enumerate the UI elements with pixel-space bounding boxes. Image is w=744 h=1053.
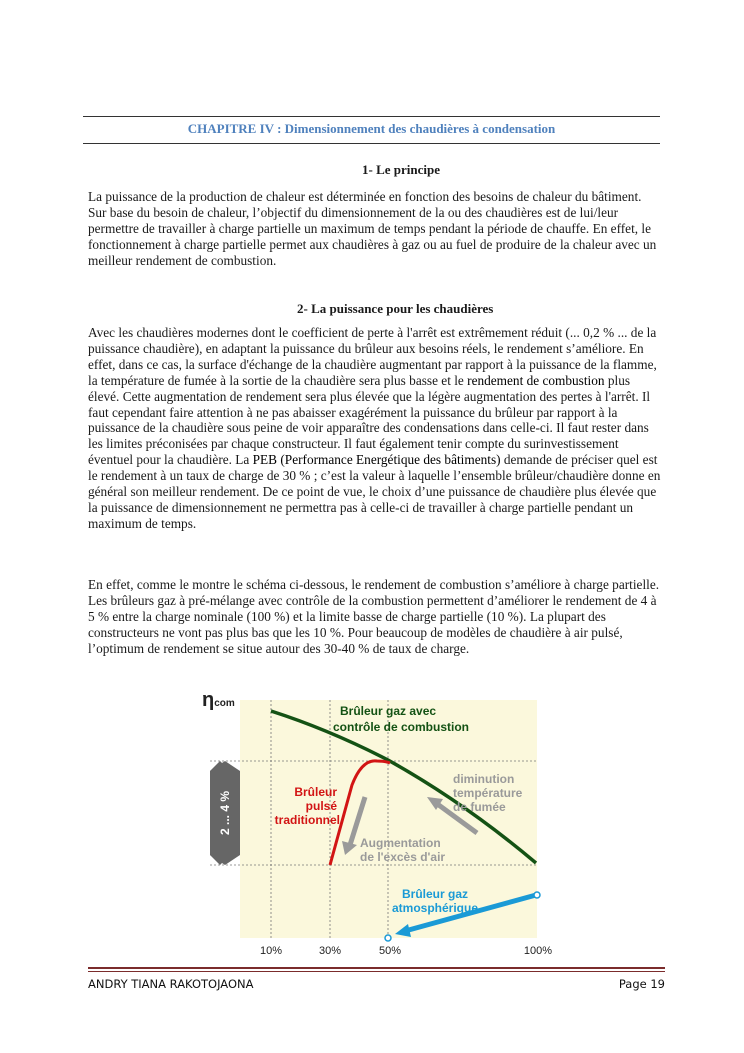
footer-page-number: Page 19 bbox=[618, 977, 665, 991]
header-rule-bottom bbox=[83, 143, 660, 144]
blue-point-50 bbox=[385, 935, 391, 941]
link-rendement-combustion[interactable]: rendement de combustion bbox=[467, 372, 605, 388]
section1-heading: 1- Le principe bbox=[362, 162, 440, 177]
footer-rule bbox=[88, 971, 665, 972]
red-label: Brûleur pulsé traditionnel bbox=[274, 785, 340, 827]
text: demande de préciser quel est le rendement à un taux de charge de 30 % ; c’est la valeur à laquelle l’ensemble brûleur/chaudière donne en général son meilleur rendement. De ce point de vue, le choix d’une puissance de chaudière plus élevée que la puissance de dimensionnement ne permettra pas à celle-ci de travailler à charge partielle pendant un maximum de temps. bbox=[88, 452, 661, 531]
section1-paragraph: La puissance de la production de chaleur est déterminée en fonction des besoins de chaleur du bâtiment. Sur base du besoin de chaleur, l’objectif du dimensionnement de la ou des chaudières est de lui/leur permettre de travailler à charge partielle un maximum de temps pendant la période de chauffe. En effet, le fonctionnement à charge partielle permet aux chaudières à gaz ou au fuel de produire de la chaleur avec un meilleur rendement de combustion. bbox=[88, 189, 657, 268]
link-peb[interactable]: PEB (Performance Energétique des bâtiments) bbox=[252, 452, 501, 468]
section2-paragraph-1 bbox=[88, 325, 663, 532]
section2-heading: 2- La puissance pour les chaudières bbox=[297, 301, 494, 316]
chapter-title: CHAPITRE IV : Dimensionnement des chaudières à condensation bbox=[187, 121, 556, 136]
footer-rule bbox=[88, 967, 665, 969]
blue-point-100 bbox=[534, 892, 540, 898]
text: Avec les chaudières modernes dont le coefficient de perte à l'arrêt est extrêmement réduit (... 0,2 % ... de la puissance chaudière), en adaptant la puissance du brûleur aux besoins réels, le rendement s’améliore. En effet, dans ce cas, la surface d'échange de la chaudière augmentant par rapport à la puissance de la flamme, la température de fumée à la sortie de la chaudière sera plus basse et le bbox=[88, 325, 657, 388]
y-axis-label: ηcom bbox=[202, 689, 235, 711]
section2-paragraph-2: En effet, comme le montre le schéma ci-dessous, le rendement de combustion s’améliore à charge partielle. Les brûleurs gaz à pré-mélange avec contrôle de la combustion permettent d’améliorer le rendement de 4 à 5 % entre la charge nominale (100 %) et la limite basse de charge partielle (10 %). La plupart des constructeurs ne vont pas plus bas que les 10 %. Pour beaucoup de modèles de chaudière à air pulsé, l’optimum de rendement se situe autour des 30-40 % de taux de charge. bbox=[88, 577, 660, 656]
range-bracket-label: 2 ... 4 % bbox=[218, 790, 232, 836]
efficiency-diagram bbox=[200, 685, 560, 960]
x-tick-label: 50% bbox=[378, 945, 402, 957]
header-rule-top bbox=[83, 116, 660, 117]
text: plus élevé. Cette augmentation de rendement sera plus élevée que la légère augmentation des pertes à l'arrêt. Il faut cependant faire attention à ne pas abaisser exagérément la puissance du brûleur par rapport à la puissance de la chaudière sous peine de voir apparaître des condensations dans celle-ci. Il faut rester dans les limites préconisées par chaque constructeur. Il faut également tenir compte du surinvestissement éventuel pour la chaudière. La bbox=[88, 372, 651, 468]
x-tick-label: 100% bbox=[523, 945, 553, 957]
gray-label-air: Augmentation de l'excès d'air bbox=[360, 836, 446, 864]
blue-label: Brûleur gaz atmosphérique bbox=[391, 887, 479, 915]
x-tick-label: 10% bbox=[259, 945, 283, 957]
footer-author: ANDRY TIANA RAKOTOJAONA bbox=[88, 977, 254, 991]
green-label: Brûleur gaz avec contrôle de combustion bbox=[333, 704, 470, 734]
x-tick-label: 30% bbox=[318, 945, 342, 957]
gray-label-fumee: diminution température de fumée bbox=[453, 772, 523, 814]
